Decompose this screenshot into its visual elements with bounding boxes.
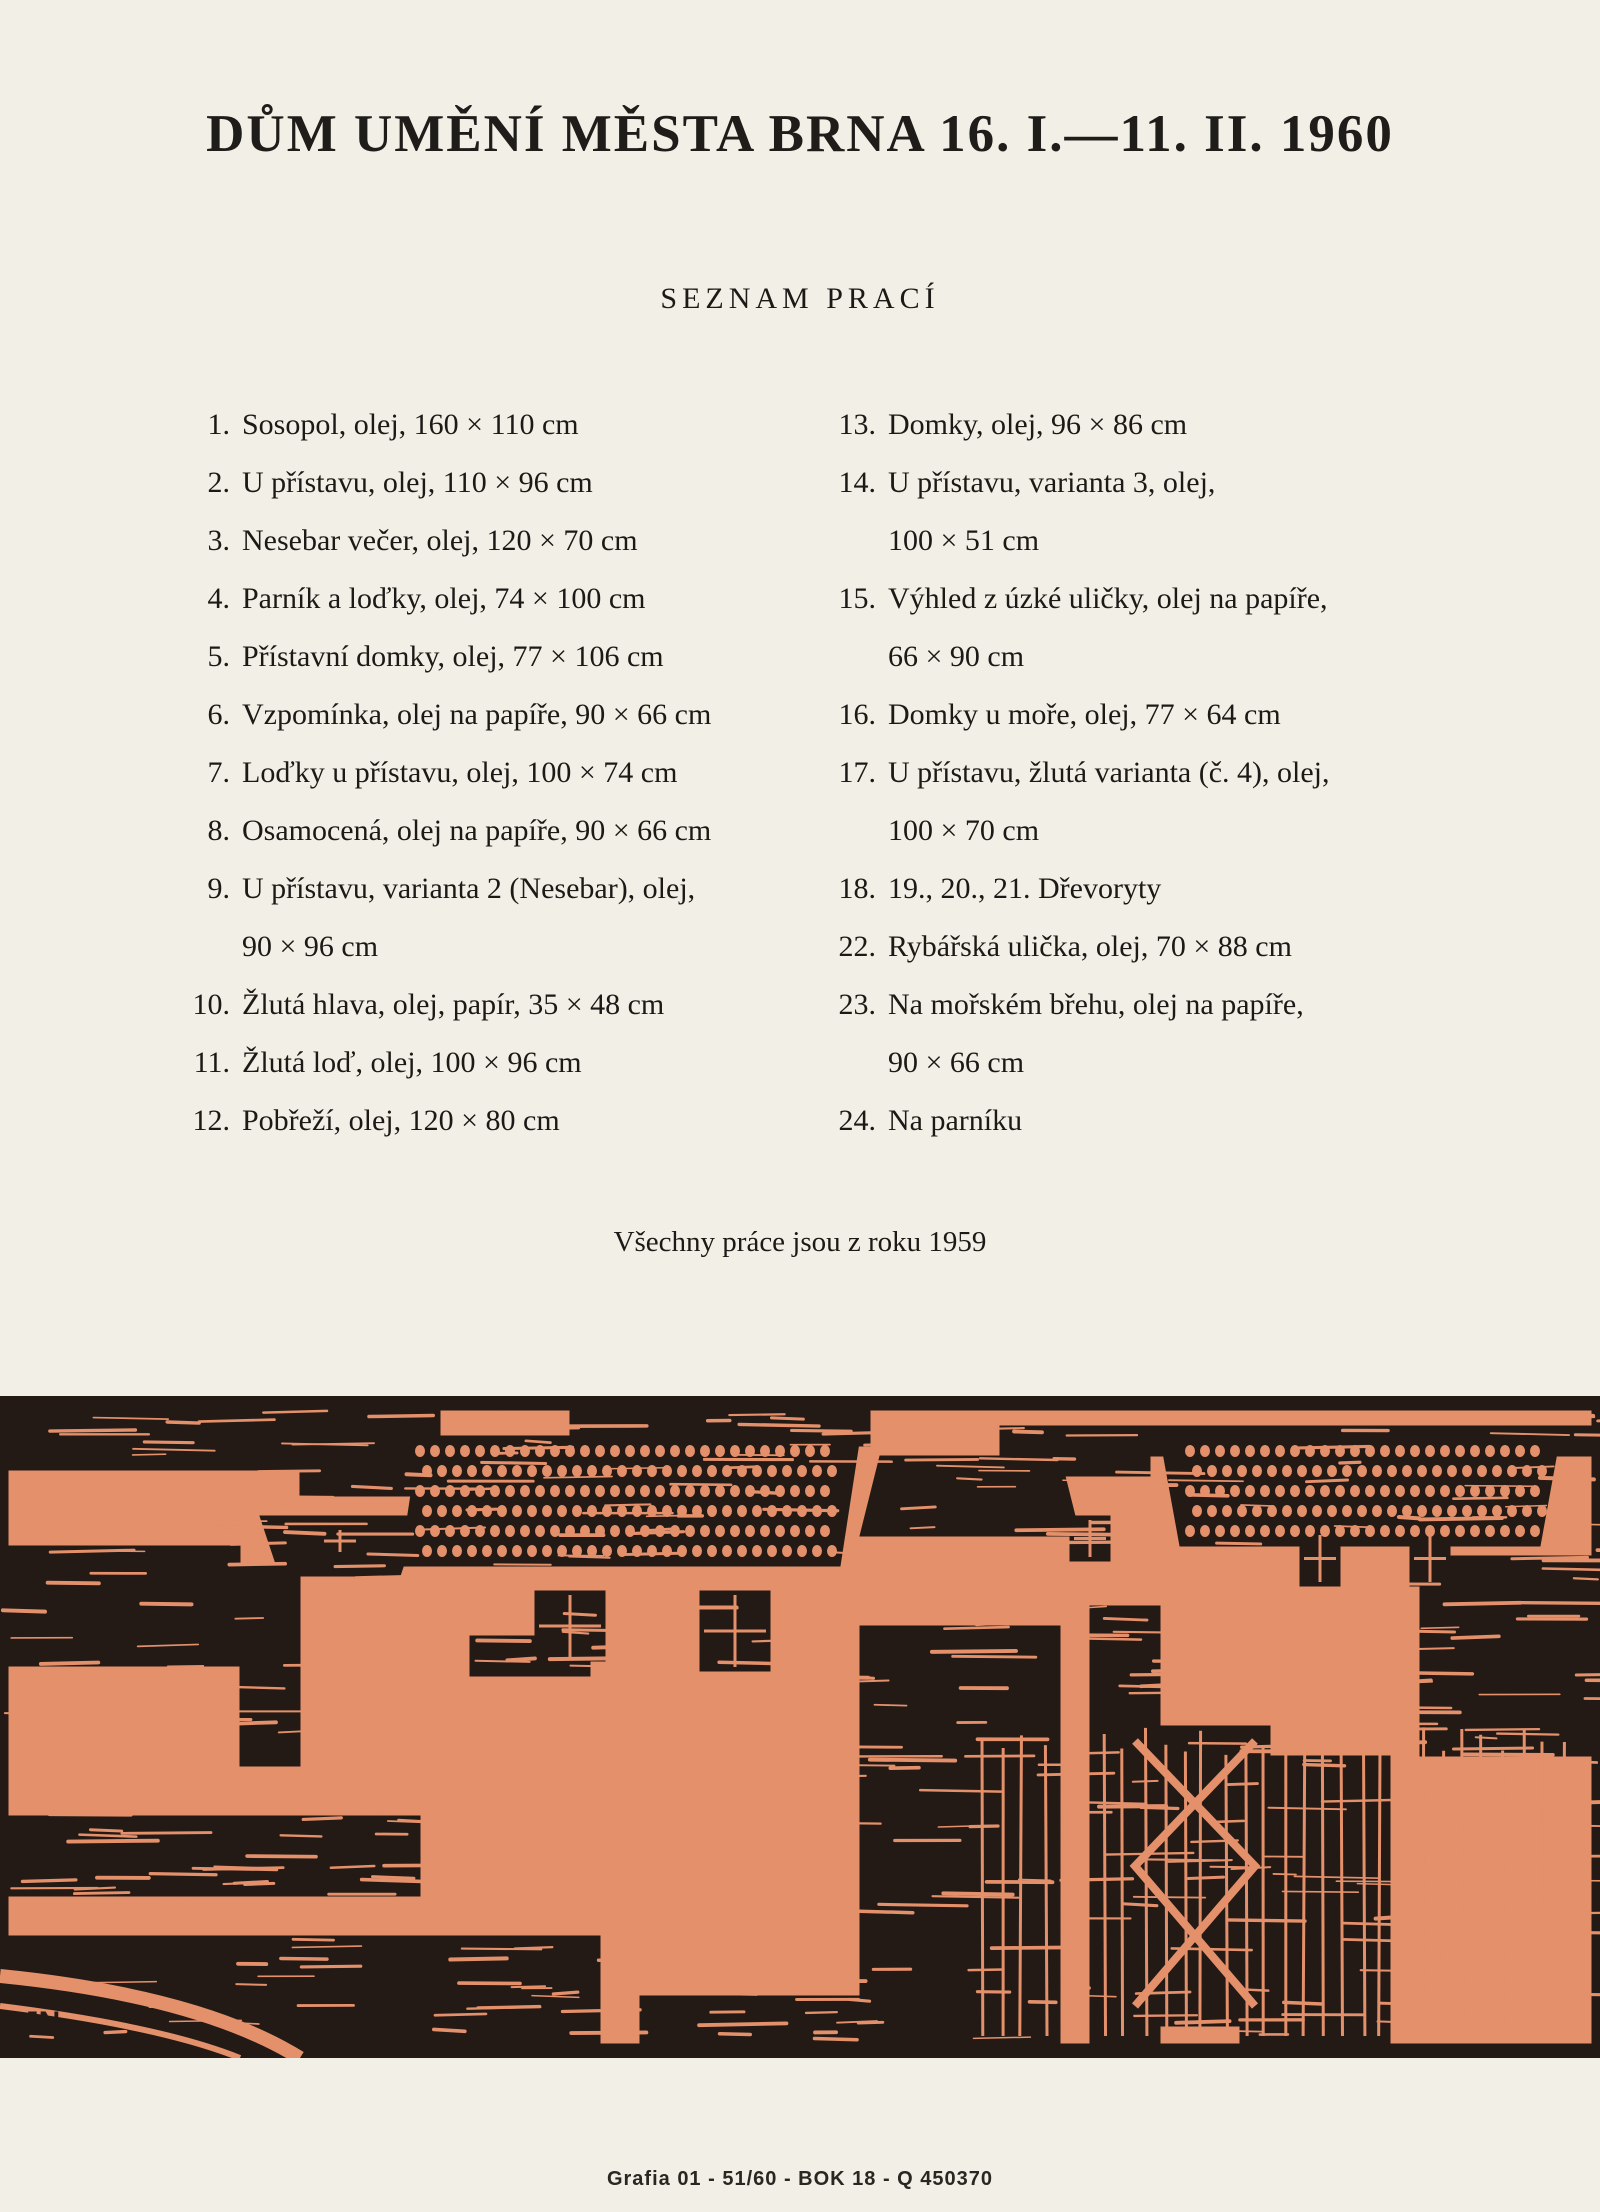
item-text: Na mořském břehu, olej na papíře, [888,988,1304,1021]
list-item [160,1092,800,1150]
item-text: U přístavu, varianta 3, olej, [888,466,1216,499]
list-item [806,512,1446,570]
item-text: Nesebar večer, olej, 120 × 70 cm [242,524,638,557]
list-item [160,454,800,512]
item-text: 90 × 96 cm [242,930,379,963]
list-item [160,686,800,744]
item-number: 2. [207,466,230,499]
list-item [806,396,1446,454]
item-text: Domky u moře, olej, 77 × 64 cm [888,698,1281,731]
list-item [806,454,1446,512]
list-item [806,802,1446,860]
item-number: 10. [192,988,230,1021]
item-text: Parník a loďky, olej, 74 × 100 cm [242,582,646,615]
list-item [160,976,800,1034]
item-text: U přístavu, varianta 2 (Nesebar), olej, [242,872,696,905]
list-item [806,744,1446,802]
list-item [160,802,800,860]
item-number: 24. [838,1104,876,1137]
item-text: 19., 20., 21. Dřevoryty [888,872,1162,905]
item-number: 18. [838,872,876,905]
item-number: 8. [207,814,230,847]
item-number: 23. [838,988,876,1021]
artist-monogram: JN [22,2006,61,2039]
item-number: 4. [207,582,230,615]
item-text: Vzpomínka, olej na papíře, 90 × 66 cm [242,698,712,731]
item-text: Na parníku [888,1104,1023,1137]
item-text: Domky, olej, 96 × 86 cm [888,408,1188,441]
list-item [806,686,1446,744]
item-number: 14. [838,466,876,499]
item-text: Osamocená, olej na papíře, 90 × 66 cm [242,814,712,847]
item-number: 17. [838,756,876,789]
item-number: 13. [838,408,876,441]
item-text: 100 × 51 cm [888,524,1040,557]
woodcut-houses-image [0,1396,1600,2058]
item-number: 5. [207,640,230,673]
list-item [160,396,800,454]
item-text: Žlutá loď, olej, 100 × 96 cm [242,1046,582,1079]
works-list-left [160,396,800,1150]
item-text: Sosopol, olej, 160 × 110 cm [242,408,579,441]
year-note: Všechny práce jsou z roku 1959 [613,1226,987,1258]
list-item [160,570,800,628]
item-number: 22. [838,930,876,963]
woodcut-illustration [0,1396,1600,2058]
list-item [806,860,1446,918]
item-text: Rybářská ulička, olej, 70 × 88 cm [888,930,1292,963]
list-heading: SEZNAM PRACÍ [660,282,940,315]
list-item [806,628,1446,686]
item-text: 100 × 70 cm [888,814,1040,847]
list-item [160,860,800,918]
item-number: 15. [838,582,876,615]
item-text: U přístavu, žlutá varianta (č. 4), olej, [888,756,1330,789]
printer-imprint: Grafia 01 - 51/60 - BOK 18 - Q 450370 [606,2168,994,2190]
list-item [806,918,1446,976]
item-text: 66 × 90 cm [888,640,1025,673]
item-number: 6. [207,698,230,731]
item-number: 11. [193,1046,230,1079]
item-number: 12. [192,1104,230,1137]
list-item [160,1034,800,1092]
list-item [160,744,800,802]
item-text: U přístavu, olej, 110 × 96 cm [242,466,593,499]
works-list-right [806,396,1446,1150]
list-item [806,1092,1446,1150]
item-text: Přístavní domky, olej, 77 × 106 cm [242,640,664,673]
list-item [160,918,800,976]
item-text: Loďky u přístavu, olej, 100 × 74 cm [242,756,678,789]
item-number: 16. [838,698,876,731]
list-item [160,512,800,570]
item-number: 3. [207,524,230,557]
item-number: 7. [207,756,230,789]
item-text: Pobřeží, olej, 120 × 80 cm [242,1104,560,1137]
item-number: 9. [207,872,230,905]
list-item [806,976,1446,1034]
item-number: 1. [207,408,230,441]
list-item [160,628,800,686]
list-item [806,570,1446,628]
item-text: Žlutá hlava, olej, papír, 35 × 48 cm [242,988,665,1021]
item-text: Výhled z úzké uličky, olej na papíře, [888,582,1328,615]
page-title: DŮM UMĚNÍ MĚSTA BRNA 16. I.—11. II. 1960 [206,105,1394,163]
item-text: 90 × 66 cm [888,1046,1025,1079]
list-item [806,1034,1446,1092]
